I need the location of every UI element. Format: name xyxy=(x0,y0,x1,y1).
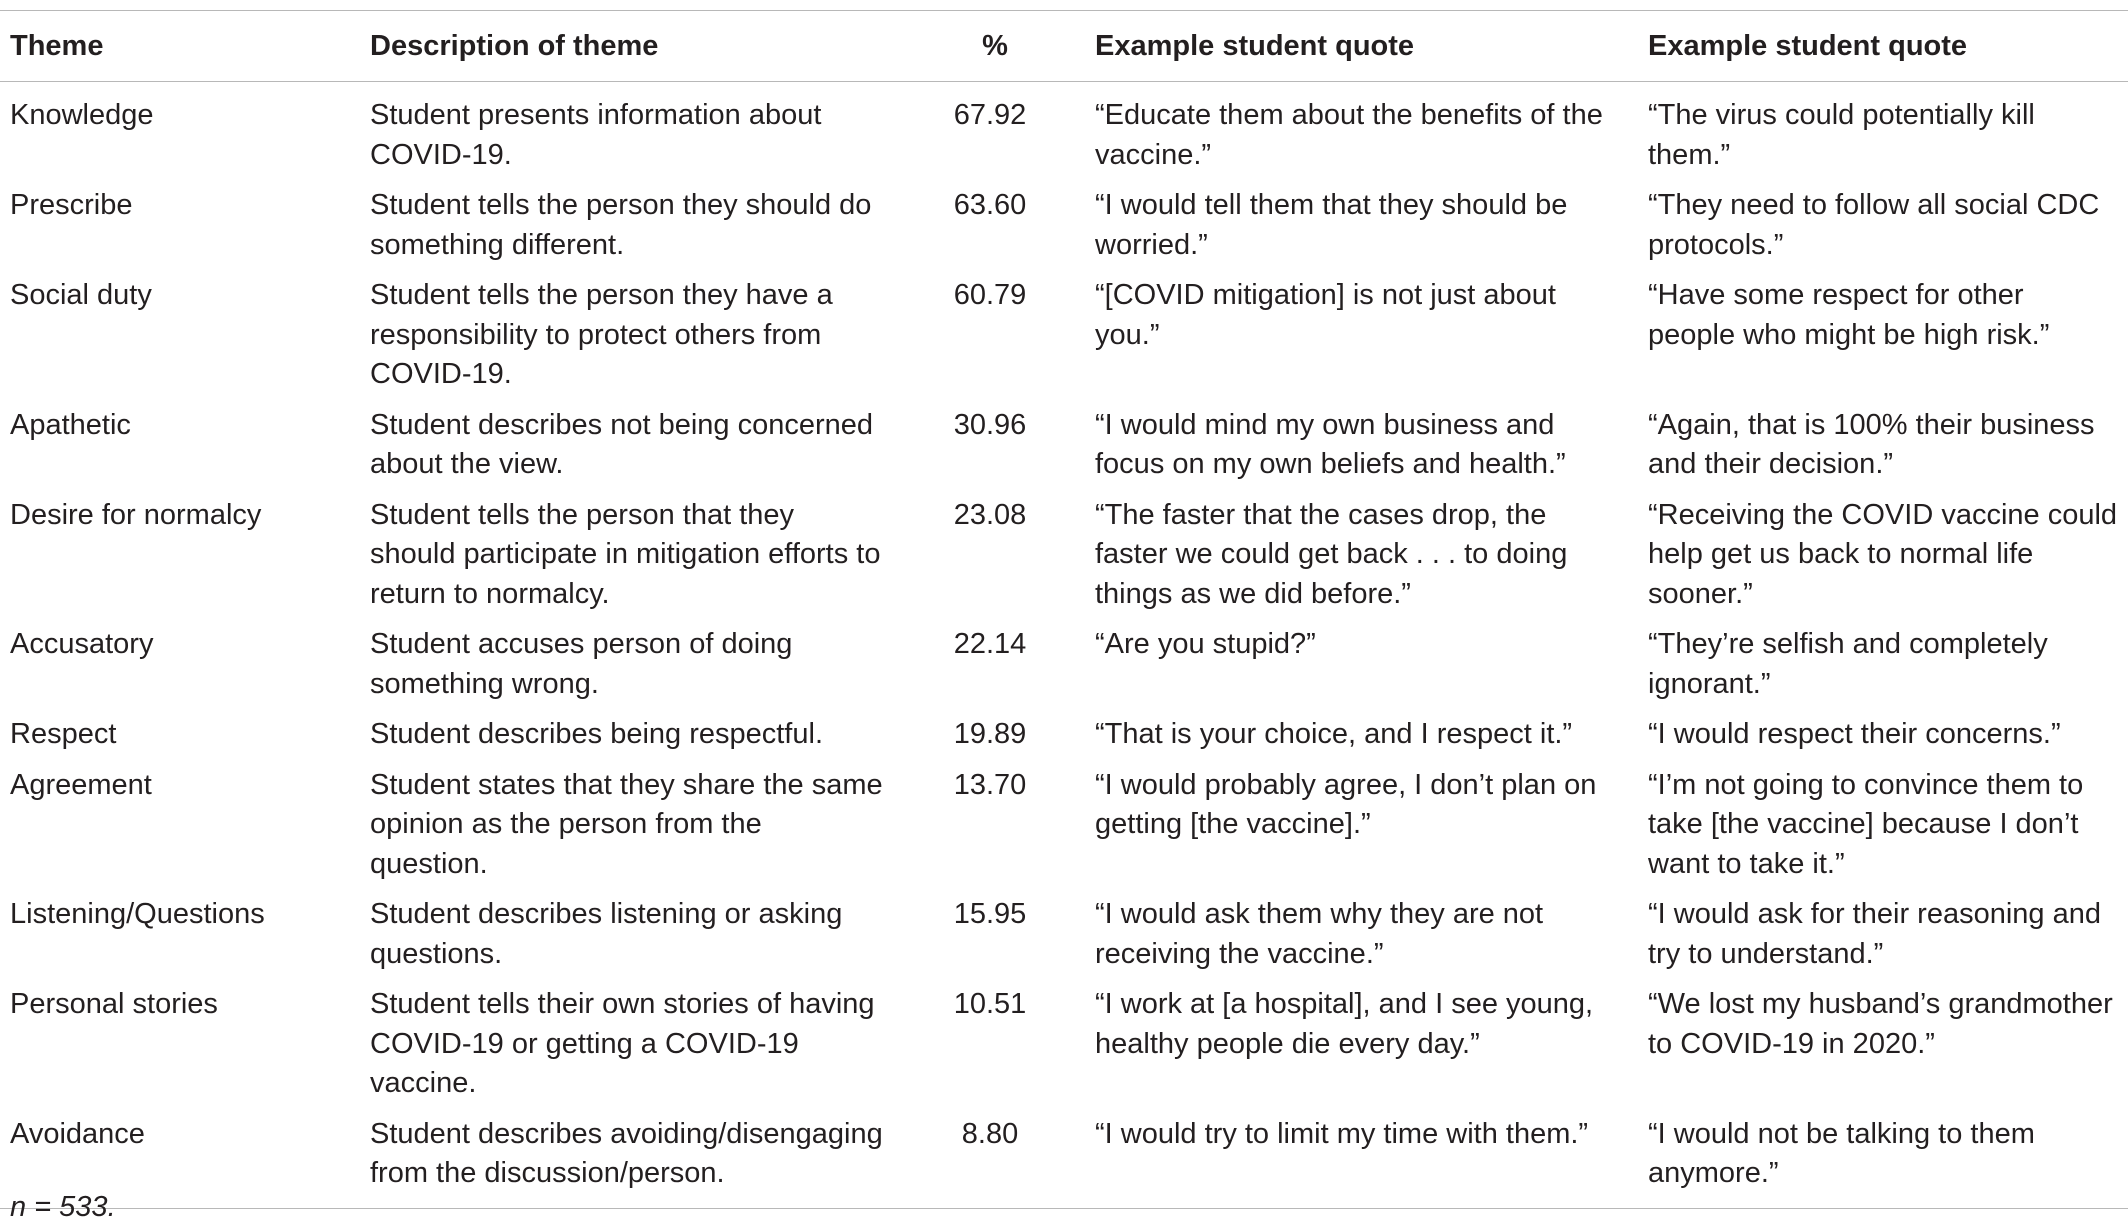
cell-quote-1: “Educate them about the benefits of the vaccine.” xyxy=(1095,99,1603,171)
table-row xyxy=(0,709,2128,760)
cell-quote-1: “I would mind my own business and focus on my own beliefs and health.” xyxy=(1095,408,1566,480)
table-footnote: n = 533. xyxy=(10,1191,116,1223)
table-row xyxy=(0,979,2128,1109)
header-quote-1: Example student quote xyxy=(1095,29,1415,62)
cell-percent: 23.08 xyxy=(953,498,1027,531)
table-row xyxy=(0,889,2128,979)
cell-description: Student describes being respectful. xyxy=(370,718,823,750)
table-row xyxy=(0,619,2128,709)
cell-theme: Avoidance xyxy=(10,1117,145,1150)
cell-quote-2: “I would respect their concerns.” xyxy=(1648,718,2061,750)
cell-quote-1: “That is your choice, and I respect it.” xyxy=(1095,718,1573,750)
table-row xyxy=(0,82,2128,181)
cell-theme: Social duty xyxy=(10,279,152,311)
cell-percent: 10.51 xyxy=(953,988,1027,1020)
cell-quote-1: “I would ask them why they are not receiving the vaccine.” xyxy=(1095,898,1544,970)
cell-theme: Prescribe xyxy=(10,189,133,221)
cell-theme: Agreement xyxy=(10,768,152,801)
cell-description: Student tells the person they have a responsibility to protect others from COVID-19. xyxy=(370,279,833,390)
header-quote-2: Example student quote xyxy=(1648,29,1968,62)
cell-percent: 63.60 xyxy=(953,189,1027,221)
cell-quote-2: “I’m not going to convince them to take [the vaccine] because I don’t want to take it.” xyxy=(1648,768,2084,880)
cell-quote-2: “Receiving the COVID vaccine could help get us back to normal life sooner.” xyxy=(1648,498,2118,610)
cell-quote-2: “They need to follow all social CDC protocols.” xyxy=(1648,189,2100,261)
table-row xyxy=(0,270,2128,400)
cell-theme: Personal stories xyxy=(10,988,218,1020)
cell-description: Student accuses person of doing something wrong. xyxy=(370,628,793,700)
cell-quote-2: “Have some respect for other people who might be high risk.” xyxy=(1648,279,2050,351)
cell-quote-2: “I would not be talking to them anymore.” xyxy=(1648,1117,2035,1189)
cell-quote-2: “I would ask for their reasoning and try to understand.” xyxy=(1648,898,2101,970)
cell-percent: 22.14 xyxy=(953,628,1027,660)
cell-description: Student states that they share the same opinion as the person from the question. xyxy=(370,768,883,880)
cell-description: Student presents information about COVID-19. xyxy=(370,99,822,171)
cell-quote-1: “The faster that the cases drop, the faster we could get back . . . to doing things as we did before.” xyxy=(1095,498,1568,610)
cell-percent: 60.79 xyxy=(953,279,1027,311)
cell-description: Student tells their own stories of having COVID-19 or getting a COVID-19 vaccine. xyxy=(370,988,875,1099)
cell-description: Student describes avoiding/disengaging from the discussion/person. xyxy=(370,1117,883,1189)
cell-description: Student tells the person they should do something different. xyxy=(370,189,872,261)
cell-description: Student describes listening or asking questions. xyxy=(370,898,843,970)
cell-theme: Respect xyxy=(10,718,117,750)
header-row xyxy=(0,11,2128,82)
cell-quote-1: “I work at [a hospital], and I see young, healthy people die every day.” xyxy=(1095,988,1594,1060)
cell-quote-1: “I would tell them that they should be worried.” xyxy=(1095,189,1568,261)
cell-theme: Desire for normalcy xyxy=(10,498,262,531)
cell-description: Student tells the person that they should participate in mitigation efforts to return to normalcy. xyxy=(370,498,881,610)
table-row xyxy=(0,1109,2128,1209)
cell-quote-1: “I would try to limit my time with them.” xyxy=(1095,1117,1589,1150)
cell-theme: Listening/Questions xyxy=(10,898,265,930)
cell-percent: 8.80 xyxy=(961,1117,1019,1150)
table-header xyxy=(0,11,2128,82)
cell-theme: Apathetic xyxy=(10,408,131,441)
cell-theme: Accusatory xyxy=(10,628,154,660)
table-row xyxy=(0,490,2128,620)
table-row xyxy=(0,760,2128,890)
table-row xyxy=(0,180,2128,270)
table-body xyxy=(0,82,2128,1209)
header-theme: Theme xyxy=(10,29,104,62)
cell-quote-2: “The virus could potentially kill them.” xyxy=(1648,99,2035,171)
cell-percent: 15.95 xyxy=(953,898,1027,930)
cell-quote-2: “We lost my husband’s grandmother to COVID-19 in 2020.” xyxy=(1648,988,2113,1060)
header-description: Description of theme xyxy=(370,29,659,62)
themes-table xyxy=(0,10,2128,1209)
cell-quote-2: “They’re selfish and completely ignorant.” xyxy=(1648,628,2048,700)
cell-percent: 19.89 xyxy=(953,718,1027,750)
cell-quote-2: “Again, that is 100% their business and their decision.” xyxy=(1648,408,2095,480)
header-percent: % xyxy=(982,29,1008,62)
cell-percent: 13.70 xyxy=(953,768,1027,801)
cell-quote-1: “Are you stupid?” xyxy=(1095,628,1316,660)
table-row xyxy=(0,400,2128,490)
cell-quote-1: “[COVID mitigation] is not just about you.” xyxy=(1095,279,1556,351)
cell-percent: 67.92 xyxy=(953,99,1027,131)
cell-percent: 30.96 xyxy=(953,408,1027,441)
cell-description: Student describes not being concerned about the view. xyxy=(370,408,874,480)
cell-quote-1: “I would probably agree, I don’t plan on getting [the vaccine].” xyxy=(1095,768,1597,840)
cell-theme: Knowledge xyxy=(10,99,154,131)
